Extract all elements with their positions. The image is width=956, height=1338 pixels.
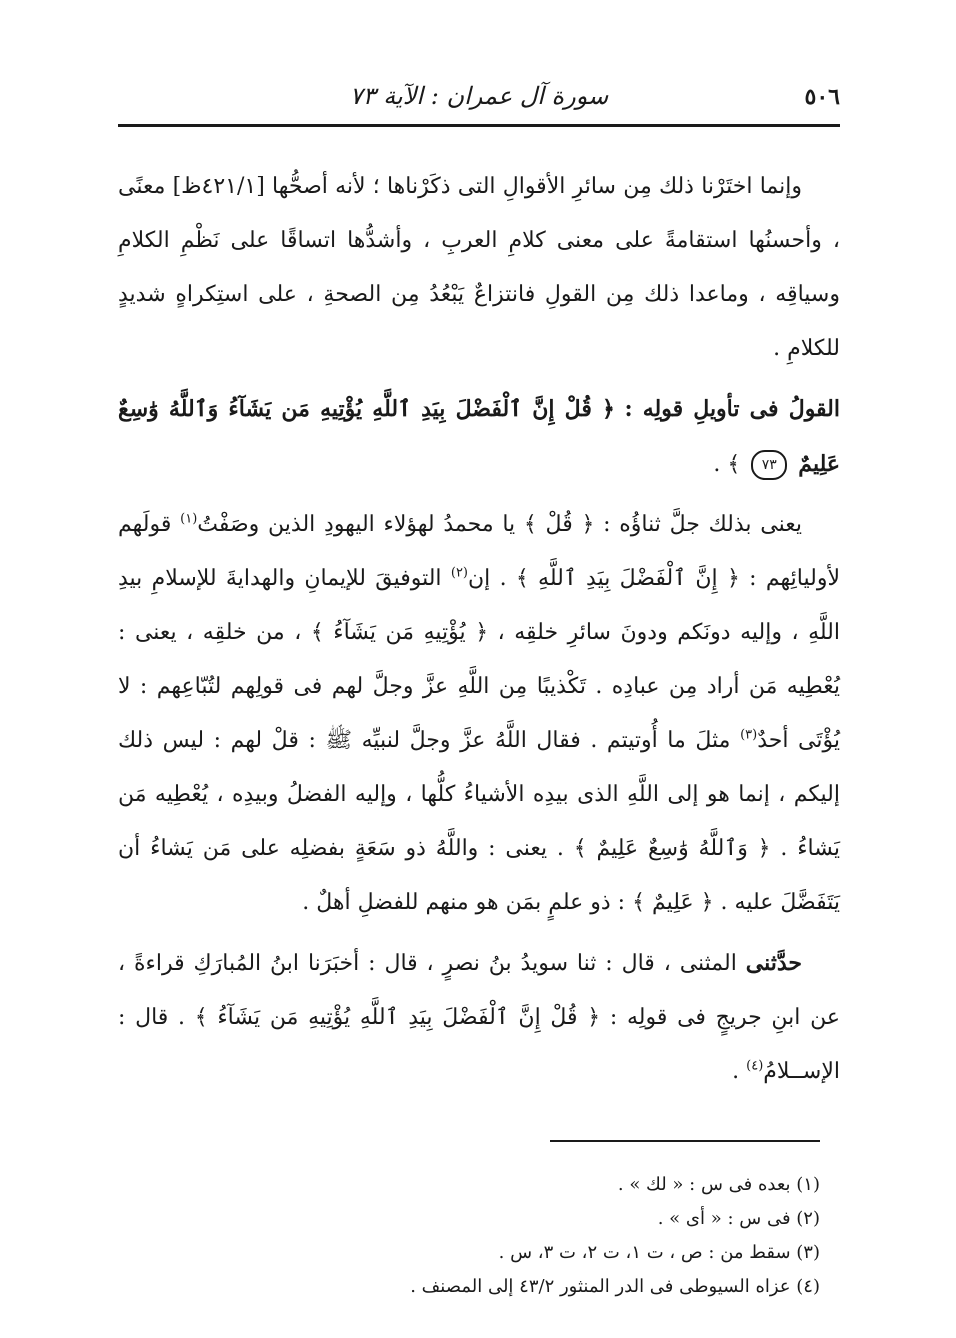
section-heading: القولُ فى تأويلِ قولِه : [624, 396, 840, 422]
paragraph-3-text-3: التوفيقَ للإيمانِ والهدايةَ للإسلامِ بيدِ اللَّهِ ، وإليه دونَكم ودونَ سائرِ خلقِه ، ﴿ يُؤْتِيهِ مَن يَشَآءُ ﴾ ، من خلقِه ، يعنى : يُعْطِيه مَن أراد مِن عبادِه . تَكْذيبًا مِن اللَّهِ عزَّ وجلَّ لهم فى قولِهم لتُبّاعِهم : لا يُؤْتَى أحدٌ [118, 566, 840, 753]
paragraph-1 [118, 160, 840, 376]
page-number: ٥٠٦ [804, 84, 840, 110]
hadith-lead: حدَّثنى [745, 950, 802, 976]
footnote-4: (٤) عزاه السيوطى فى الدر المنثور ٤٣/٢ إلى المصنف . [410, 1276, 820, 1297]
paragraph-3-text-4: مثلَ ما أُوتيتم . فقال اللَّهُ عزَّ وجلَّ لنبيِّه ﷺ : قلْ لهم : ليس ذلك إليكم ، إنما هو إلى اللَّهِ الذى بيدِه الأشياءُ كلُّها ، وإليه الفضلُ وبيدِه ، يُعْطِيه مَن يَشاءُ . ﴿ وَٱللَّهُ وَٰسِعٌ عَلِيمٌ ﴾ . يعنى : واللَّهُ ذو سَعَةٍ بفضلِه على مَن يَشاءُ أن يَتَفَضَّلَ عليه . ﴿ عَلِيمٌ ﴾ : ذو علمٍ بمَن هو منهم للفضلِ أهلٌ . [118, 728, 840, 915]
footnote-ref-3[interactable]: (٣) [740, 727, 758, 743]
paragraph-3 [118, 498, 840, 930]
footnote-ref-1[interactable]: (١) [180, 511, 198, 527]
paragraph-4-text-1: المثنى ، قال : ثنا سويدُ بنُ نصرٍ ، قال : أخبَرَنا ابنُ المُبارَكِ قراءةً ، عن ابنِ جريجٍ فى قولِه : ﴿ قُلْ إِنَّ ٱلْفَضْلَ بِيَدِ ٱللَّهِ يُؤْتِيهِ مَن يَشَآءُ ﴾ . قال : الإســلامُ [118, 951, 840, 1084]
footnote-ref-4[interactable]: (٤) [746, 1058, 764, 1074]
footnote-ref-2[interactable]: (٢) [450, 565, 468, 581]
paragraph-4-text-2: . [732, 1059, 747, 1084]
verse-close: ﴾ . [713, 452, 741, 477]
paragraph-1-text: وإنما اختَرْنا ذلك مِن سائرِ الأقوالِ التى ذكَرْناها ؛ لأنه أصحُّها [٤٢١/١ظ] معنًى ، وأحسنُها استقامةً على معنى كلامِ العربِ ، وأشدُّها اتساقًا على نَظْمِ الكلامِ وسياقِه ، وماعدا ذلك مِن القولِ فانتزاعٌ يَبْعُدُ مِن الصحةِ ، على استِكراهٍ شديدٍ للكلامِ . [118, 174, 840, 361]
footnote-3: (٣) سقط من : ص ، ت ١، ت ٢، ت ٣، س . [498, 1242, 820, 1263]
ayah-number-marker: ٧٣ [751, 450, 787, 480]
footnote-2: (٢) فى س : « أى » . [657, 1208, 820, 1229]
footnote-rule [550, 1140, 820, 1142]
running-title: سورة آل عمران : الآية ٧٣ [349, 82, 609, 110]
footnotes [118, 1168, 820, 1304]
paragraph-3-text-2: قولَهم لأوليائِهم : ﴿ إِنَّ ٱلْفَضْلَ بِيَدِ ٱللَّهِ ﴾ . إن [118, 512, 840, 591]
header-rule [118, 124, 840, 127]
paragraph-3-text-1: يعنى بذلك جلَّ ثناؤُه : ﴿ قُلْ ﴾ يا محمدُ لهؤلاء اليهودِ الذين وصَفْتُ [197, 512, 802, 537]
page-header [118, 78, 840, 120]
main-text [118, 160, 840, 1105]
footnote-1: (١) بعده فى س : « لك » . [617, 1174, 820, 1195]
paragraph-4 [118, 936, 840, 1099]
quran-verse: ﴿ قُلْ إِنَّ ٱلْفَضْلَ بِيَدِ ٱللَّهِ يُؤْتِيهِ مَن يَشَآءُ وَٱللَّهُ وَٰسِعٌ عَلِيمٌ [118, 396, 840, 477]
paragraph-2 [118, 382, 840, 492]
